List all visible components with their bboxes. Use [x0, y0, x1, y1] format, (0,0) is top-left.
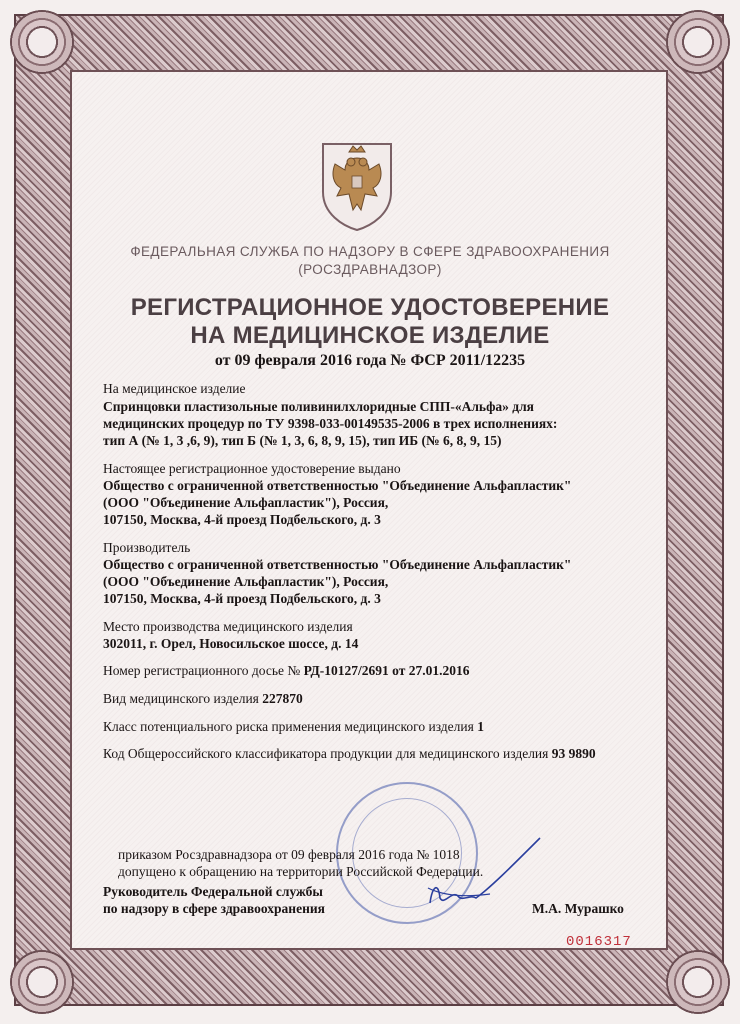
manufacturer-label: Производитель	[103, 540, 191, 555]
device-type-row	[103, 690, 303, 707]
dossier-label: Номер регистрационного досье №	[103, 663, 304, 678]
signatory-name: М.А. Мурашко	[532, 901, 624, 916]
issued-to-line: 107150, Москва, 4-й проезд Подбельского, д. 3	[103, 512, 381, 527]
issued-to-line: (ООО "Объединение Альфапластик"), Россия,	[103, 495, 389, 510]
document-title: РЕГИСТРАЦИОННОЕ УДОСТОВЕРЕНИЕ	[130, 294, 610, 321]
coat-of-arms-icon	[309, 140, 405, 232]
agency-name: ФЕДЕРАЛЬНАЯ СЛУЖБА ПО НАДЗОРУ В СФЕРЕ ЗДРАВООХРАНЕНИЯ	[130, 244, 610, 259]
device-line: медицинских процедур по ТУ 9398-033-00149535-2006 в трех исполнениях:	[103, 416, 558, 431]
risk-class-value: 1	[477, 719, 484, 734]
issued-to-line: Общество с ограниченной ответственностью "Объединение Альфапластик"	[103, 478, 572, 493]
device-line: Спринцовки пластизольные поливинилхлоридные СПП-«Альфа» для	[103, 399, 534, 414]
manufacturer-line: 107150, Москва, 4-й проезд Подбельского, д. 3	[103, 591, 381, 606]
agency-abbreviation: (РОСЗДРАВНАДЗОР)	[298, 262, 442, 277]
okp-code-row	[103, 745, 596, 762]
device-label: На медицинское изделие	[103, 381, 246, 396]
manufacturer-line: (ООО "Объединение Альфапластик"), Россия,	[103, 574, 389, 589]
serial-number: 0016317	[566, 934, 632, 950]
production-site-value: 302011, г. Орел, Новосильское шоссе, д. 14	[103, 636, 359, 651]
signatory-title: Руководитель Федеральной службы	[103, 884, 323, 899]
signatory-title: по надзору в сфере здравоохранения	[103, 901, 325, 916]
okp-code-value: 93 9890	[551, 746, 596, 761]
issue-date-and-number: от 09 февраля 2016 года № ФСР 2011/12235	[214, 352, 526, 369]
order-line: приказом Росздравнадзора от 09 февраля 2016 года № 1018	[118, 847, 460, 862]
device-type-value: 227870	[262, 691, 303, 706]
document-subtitle: НА МЕДИЦИНСКОЕ ИЗДЕЛИЕ	[190, 322, 550, 349]
risk-class-label: Класс потенциального риска применения медицинского изделия	[103, 719, 478, 734]
device-type-label: Вид медицинского изделия	[103, 691, 263, 706]
okp-code-label: Код Общероссийского классификатора продукции для медицинского изделия	[103, 746, 552, 761]
device-line: тип А (№ 1, 3 ,6, 9), тип Б (№ 1, 3, 6, 8, 9, 15), тип ИБ (№ 6, 8, 9, 15)	[103, 433, 502, 448]
dossier-row	[103, 662, 469, 679]
order-line: допущено к обращению на территории Российской Федерации.	[118, 864, 484, 879]
manufacturer-line: Общество с ограниченной ответственностью "Объединение Альфапластик"	[103, 557, 572, 572]
risk-class-row	[103, 718, 484, 735]
signature	[400, 818, 550, 918]
production-site-label: Место производства медицинского изделия	[103, 619, 353, 634]
dossier-value: РД-10127/2691 от 27.01.2016	[303, 663, 470, 678]
issued-to-label: Настоящее регистрационное удостоверение выдано	[103, 461, 401, 476]
